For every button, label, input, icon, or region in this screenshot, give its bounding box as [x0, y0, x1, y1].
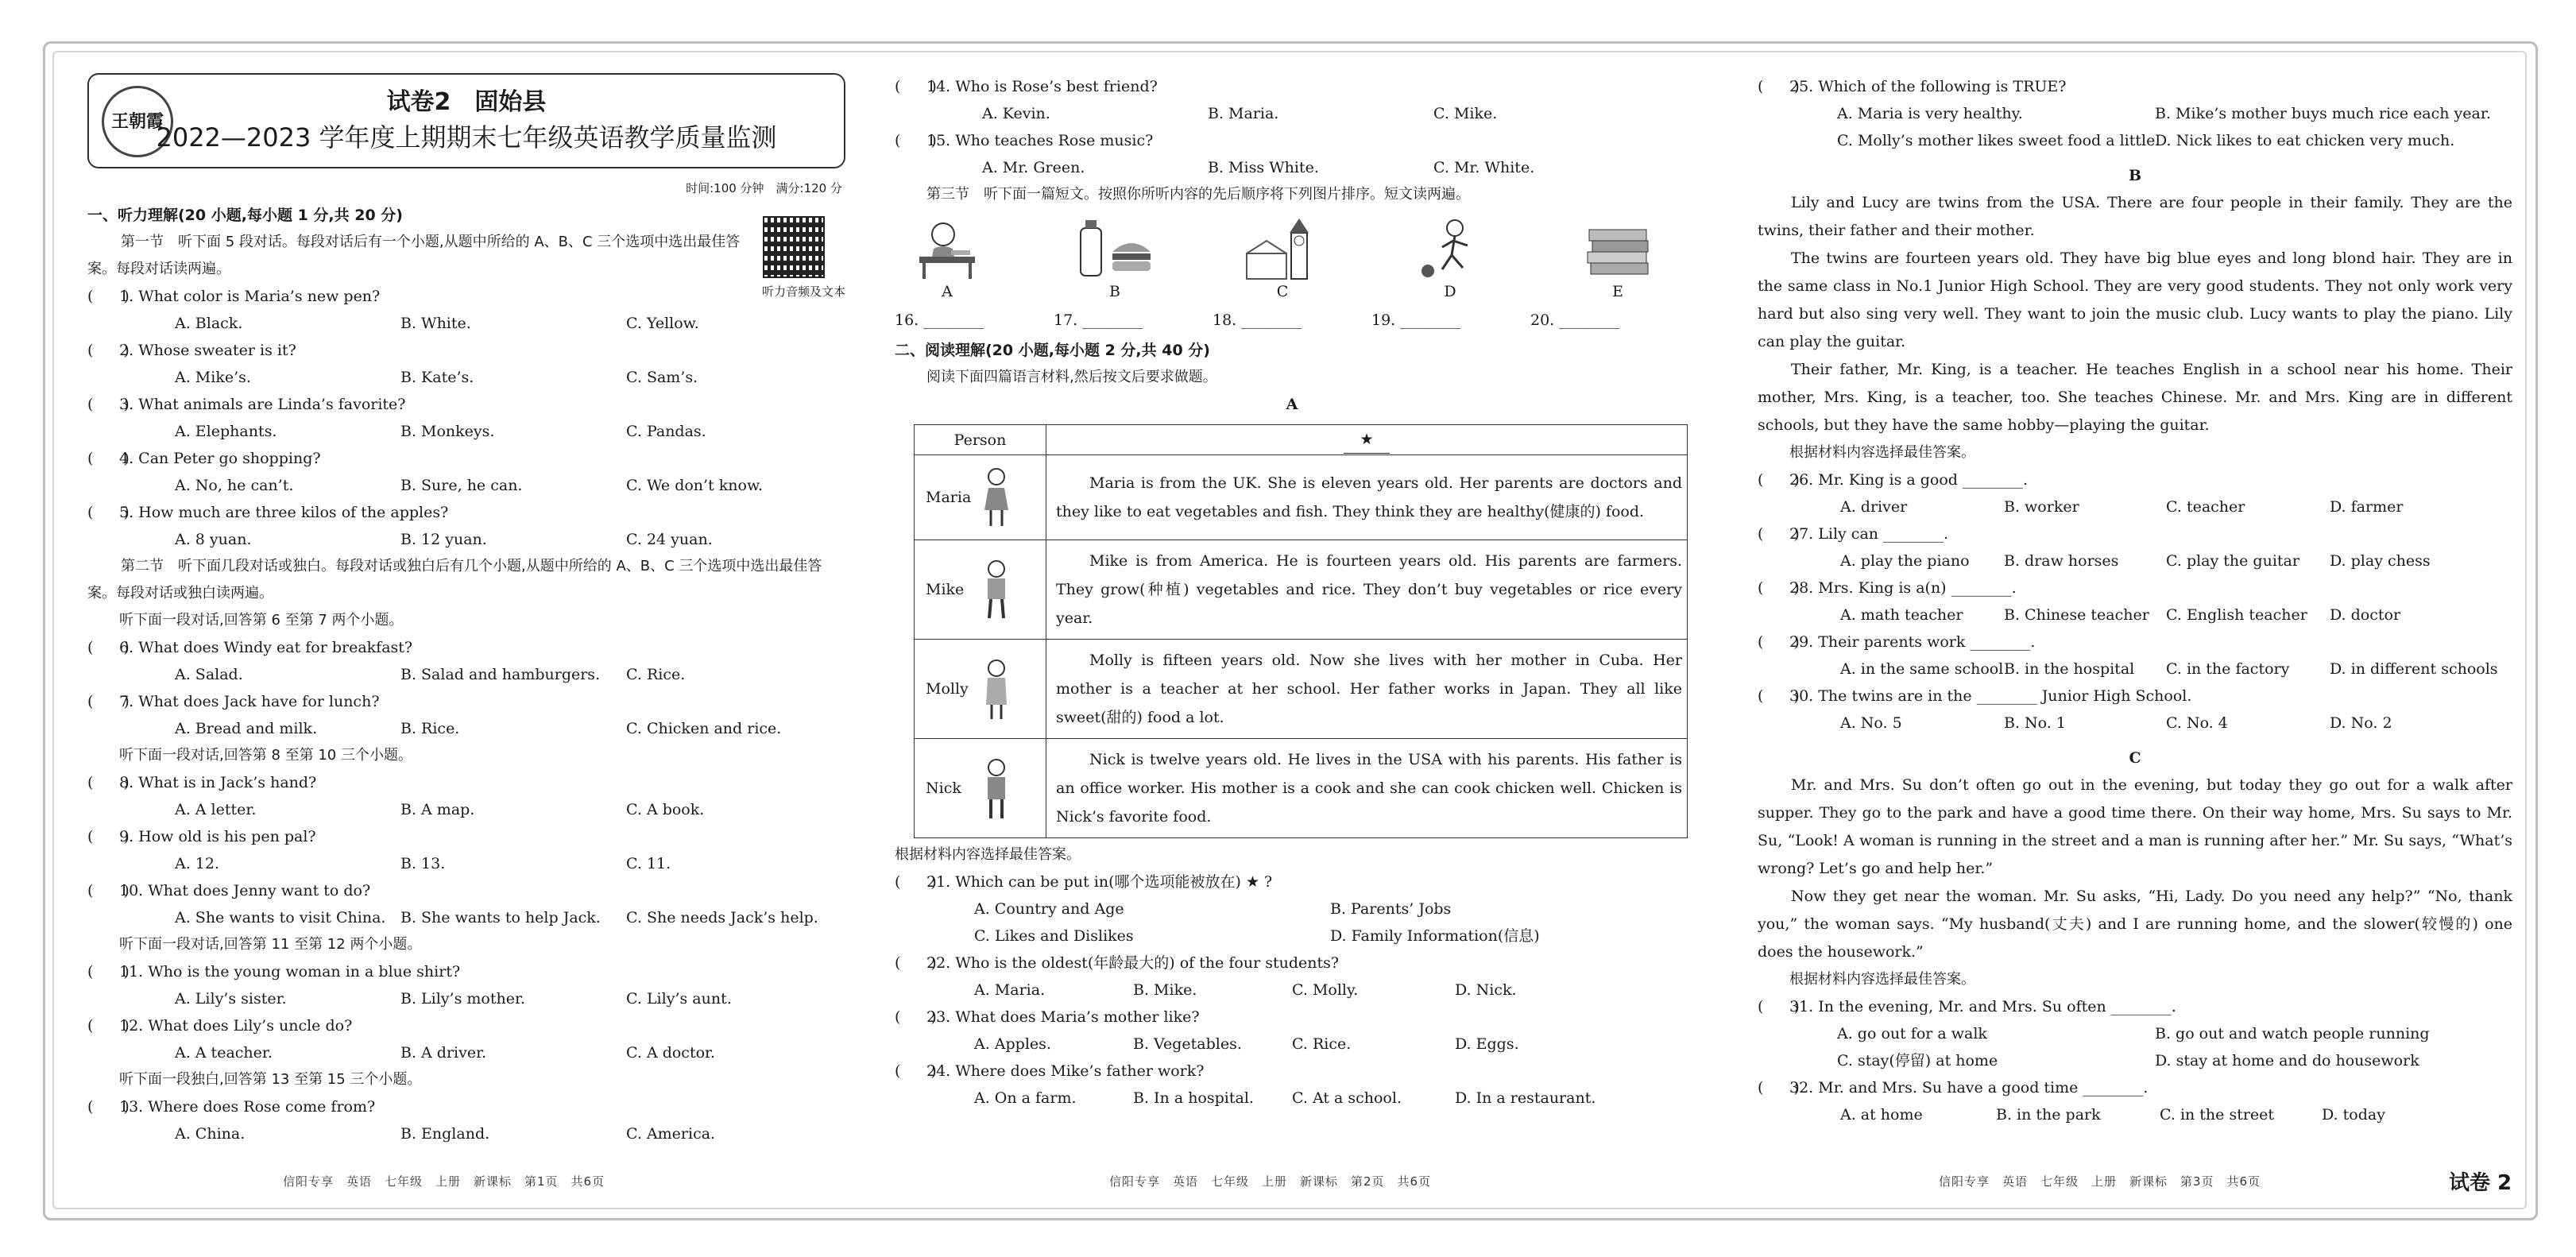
question-item [87, 634, 849, 688]
answer-bracket[interactable]: ( ) [87, 288, 130, 305]
question-item [895, 127, 1689, 181]
blank-19[interactable]: 19. ________ [1371, 311, 1461, 329]
option[interactable]: A. On a farm. [974, 1089, 1077, 1107]
option[interactable]: A. Kevin. [982, 105, 1050, 122]
option[interactable]: C. Mike. [1433, 105, 1498, 122]
blank-16[interactable]: 16. ________ [895, 311, 984, 329]
title-box [87, 73, 845, 168]
question-text: 3. What animals are Linda’s favorite? [119, 396, 406, 413]
option[interactable]: D. No. 2 [2330, 714, 2392, 732]
question-text: 8. What is in Jack’s hand? [119, 774, 317, 791]
answer-bracket[interactable]: ( ) [87, 639, 130, 656]
question-text: 25. Which of the following is TRUE? [1789, 78, 2067, 95]
blank-18[interactable]: 18. ________ [1213, 311, 1302, 329]
option[interactable]: C. A doctor. [626, 1044, 716, 1062]
option[interactable]: D. farmer [2330, 498, 2404, 516]
option[interactable]: A. She wants to visit China. [175, 909, 386, 926]
picture-d: D [1402, 216, 1498, 304]
question-item [895, 73, 1689, 127]
answer-bracket[interactable]: ( ) [87, 828, 130, 845]
question-text: 30. The twins are in the ________ Junior High School. [1789, 687, 2192, 705]
question-item [87, 391, 849, 445]
part2-intro: 第二节 听下面几段对话或独白。每段对话或独白后有几个小题,从题中所给的 A、B、C 三个选项中选出最佳答案。每段对话或独白读两遍。 [87, 558, 822, 601]
question-item [87, 823, 849, 877]
option[interactable]: C. in the factory [2166, 660, 2290, 678]
option[interactable]: D. Family Information(信息) [1330, 927, 1540, 945]
picture-a: A [899, 216, 995, 304]
column-1 [87, 73, 849, 1147]
option[interactable]: B. A driver. [400, 1044, 487, 1062]
passage-b-instr: 根据材料内容选择最佳答案。 [1789, 444, 1975, 461]
option[interactable]: D. doctor [2330, 606, 2401, 624]
answer-bracket[interactable]: ( ) [895, 1008, 937, 1026]
qr-label: 听力音频及文本 [761, 284, 845, 299]
question-text: 28. Mrs. King is a(n) ________. [1789, 579, 2017, 597]
option[interactable]: A. play the piano [1840, 552, 1970, 570]
option[interactable]: B. Vegetables. [1133, 1035, 1242, 1053]
exam-title: 2022—2023 学年度上期期末七年级英语教学质量监测 [156, 122, 777, 153]
table-row: Molly Molly is fifteen years old. Now she lives with her mother in Cuba. Her mother is a teacher at her school. Her father works in Japan. They all like sweet(甜的) food a lot. [915, 640, 1688, 739]
answer-bracket[interactable]: ( ) [87, 1098, 130, 1116]
answer-bracket[interactable]: ( ) [1758, 998, 1800, 1015]
option[interactable]: B. No. 1 [2004, 714, 2066, 732]
option[interactable]: C. We don’t know. [626, 477, 763, 494]
option[interactable]: B. draw horses [2004, 552, 2119, 570]
milk-and-hamburger-icon [1071, 217, 1158, 280]
option[interactable]: C. Lily’s aunt. [626, 990, 732, 1008]
option[interactable]: A. Maria. [974, 981, 1046, 999]
option[interactable]: B. Chinese teacher [2004, 606, 2149, 624]
option[interactable]: C. Sam’s. [626, 369, 698, 386]
group-instruction: 听下面一段独白,回答第 13 至第 15 三个小题。 [119, 1071, 422, 1088]
question-text: 31. In the evening, Mr. and Mrs. Su often ________. [1789, 998, 2176, 1015]
question-item [1758, 683, 2512, 737]
picture-e: E [1570, 216, 1665, 304]
answer-bracket[interactable]: ( ) [87, 882, 130, 899]
option[interactable]: A. at home [1840, 1106, 1923, 1124]
passage-c-label: C [2129, 749, 2141, 767]
option[interactable]: C. Mr. White. [1433, 159, 1535, 176]
option[interactable]: C. Molly. [1292, 981, 1359, 999]
answer-bracket[interactable]: ( ) [895, 954, 937, 972]
qr-code-icon[interactable] [763, 216, 825, 278]
girl-playing-football-icon [1410, 217, 1490, 280]
table-row: Nick Nick is twelve years old. He lives in the USA with his parents. His father is an office worker. His mother is a cook and she can cook chicken well. Chicken is Nick’s favorite food. [915, 739, 1688, 838]
answer-bracket[interactable]: ( ) [895, 78, 937, 95]
question-item [895, 950, 1689, 1004]
brand-seal-logo: 王朝霞 [102, 86, 173, 157]
option[interactable]: A. Black. [175, 315, 243, 332]
question-text: 27. Lily can ________. [1789, 525, 1949, 543]
question-text: 5. How much are three kilos of the apples? [119, 504, 449, 521]
option[interactable]: A. Bread and milk. [175, 720, 318, 737]
option[interactable]: B. A map. [400, 801, 475, 818]
option[interactable]: A. Apples. [974, 1035, 1051, 1053]
answer-bracket[interactable]: ( ) [87, 1017, 130, 1035]
reading-intro: 阅读下面四篇语言材料,然后按文后要求做题。 [926, 369, 1217, 385]
question-item [895, 1004, 1689, 1058]
question-item [87, 769, 849, 823]
time-score-info: 时间:100 分钟 满分:120 分 [686, 181, 842, 195]
option[interactable]: A. math teacher [1840, 606, 1963, 624]
big-ben-icon [1239, 217, 1326, 280]
option[interactable]: A. Mike’s. [175, 369, 251, 386]
passage-a-label: A [1286, 396, 1298, 413]
question-text: 26. Mr. King is a good ________. [1789, 471, 2029, 489]
paper-number: 试卷 2 [2449, 1171, 2512, 1195]
question-text: 11. Who is the young woman in a blue shirt? [119, 963, 461, 980]
option[interactable]: C. Rice. [626, 666, 686, 683]
answer-bracket[interactable]: ( ) [87, 450, 130, 467]
option[interactable]: D. Nick. [1455, 981, 1517, 999]
option[interactable]: C. in the street [2160, 1106, 2275, 1124]
option[interactable]: D. in different schools [2330, 660, 2498, 678]
option[interactable]: B. 12 yuan. [400, 531, 487, 548]
stack-of-books-icon [1578, 217, 1657, 280]
option[interactable]: B. go out and watch people running [2155, 1025, 2430, 1042]
option[interactable]: C. Yellow. [626, 315, 699, 332]
answer-bracket[interactable]: ( ) [1758, 1079, 1800, 1096]
option[interactable]: A. Lily’s sister. [175, 990, 287, 1008]
answer-bracket[interactable]: ( ) [1758, 525, 1800, 543]
passage-c-instr: 根据材料内容选择最佳答案。 [1789, 971, 1975, 988]
option[interactable]: A. A teacher. [175, 1044, 273, 1062]
option[interactable]: B. 13. [400, 855, 446, 872]
question-item [1758, 466, 2512, 520]
passage-a-instr: 根据材料内容选择最佳答案。 [895, 846, 1081, 863]
option[interactable]: A. 12. [175, 855, 220, 872]
question-item [87, 337, 849, 391]
passage-c-para: Now they get near the woman. Mr. Su asks, “Hi, Lady. Do you need any help?” “No, thank you,” the woman says. “My husband(丈夫) and I are running home, and the slower(较慢的) one does the housework.” [1758, 888, 2512, 961]
group-instruction: 听下面一段对话,回答第 11 至第 12 两个小题。 [119, 936, 422, 953]
option[interactable]: C. 24 yuan. [626, 531, 713, 548]
option[interactable]: C. Likes and Dislikes [974, 927, 1134, 945]
option[interactable]: D. In a restaurant. [1455, 1089, 1596, 1107]
option[interactable]: A. No. 5 [1840, 714, 1902, 732]
girl-figure-icon [977, 466, 1016, 529]
group-instruction: 听下面一段对话,回答第 6 至第 7 两个小题。 [119, 612, 404, 628]
answer-bracket[interactable]: ( ) [1758, 78, 1800, 95]
option[interactable]: B. Kate’s. [400, 369, 474, 386]
passage-b-para: The twins are fourteen years old. They have big blue eyes and long blond hair. They are in the same class in No.1 Junior High School. They are very good students. They not only work very hard but also sing very well. They want to join the music club. Lucy wants to play the piano. Lily can play the guitar. [1758, 249, 2512, 350]
passage-c-para: Mr. and Mrs. Su don’t often go out in the evening, but today they go out for a walk after supper. They go to the park and have a good time there. On their way home, Mrs. Su says to Mr. Su, “Look! A woman is running in the street and a man is running after her.” Mr. Su says, “What’s wrong? Let’s go and help her.” [1758, 776, 2512, 877]
passage-a-table [914, 424, 1688, 838]
table-row: Mike Mike is from America. He is fourteen years old. His parents are farmers. They grow(种植) vegetables and rice. They don’t buy vegetables or rice every year. [915, 540, 1688, 640]
option[interactable]: D. Eggs. [1455, 1035, 1519, 1053]
question-item [895, 868, 1689, 950]
answer-bracket[interactable]: ( ) [87, 396, 130, 413]
passage-b-label: B [2128, 167, 2142, 184]
question-text: 4. Can Peter go shopping? [119, 450, 321, 467]
picture-row [899, 216, 1665, 304]
option[interactable]: A. Mr. Green. [982, 159, 1085, 176]
option[interactable]: C. Molly’s mother likes sweet food a little. [1837, 132, 2160, 149]
column-3 [1758, 73, 2512, 1128]
question-text: 29. Their parents work ________. [1789, 633, 2036, 651]
option[interactable]: B. Salad and hamburgers. [400, 666, 601, 683]
boy-figure-icon [977, 558, 1016, 621]
part3-intro: 第三节 听下面一篇短文。按照你所听内容的先后顺序将下列图片排序。短文读两遍。 [926, 186, 1470, 203]
option[interactable]: B. in the hospital [2004, 660, 2135, 678]
question-text: 1. What color is Maria’s new pen? [119, 288, 381, 305]
option[interactable]: C. Chicken and rice. [626, 720, 782, 737]
question-item [1758, 73, 2512, 154]
question-text: 9. How old is his pen pal? [119, 828, 316, 845]
option[interactable]: A. Salad. [175, 666, 243, 683]
column-2 [895, 73, 1689, 1112]
option[interactable]: B. Monkeys. [400, 423, 495, 440]
option[interactable]: A. Maria is very healthy. [1837, 105, 2023, 122]
option[interactable]: A. 8 yuan. [175, 531, 252, 548]
question-text: 6. What does Windy eat for breakfast? [119, 639, 413, 656]
question-item [1758, 1074, 2512, 1128]
boy-figure-icon [977, 756, 1016, 820]
question-item [1758, 574, 2512, 628]
question-item [87, 1012, 849, 1066]
option[interactable]: A. A letter. [175, 801, 257, 818]
boy-at-desk-icon [911, 217, 983, 280]
answer-bracket[interactable]: ( ) [895, 1062, 937, 1080]
answer-bracket[interactable]: ( ) [87, 963, 130, 980]
question-item [1758, 520, 2512, 574]
col-star: ★ [1046, 425, 1688, 455]
answer-blanks [895, 307, 1689, 334]
option[interactable]: B. Parents’ Jobs [1330, 900, 1452, 918]
question-text: 10. What does Jenny want to do? [119, 882, 371, 899]
blank-20[interactable]: 20. ________ [1530, 311, 1620, 329]
passage-b-para: Their father, Mr. King, is a teacher. He teaches English in a school near his home. Their mother, Mrs. King, is a teacher, too. She teaches Chinese. Mr. and Mrs. King are in different schools, but they have the same hobby—playing the guitar. [1758, 361, 2512, 434]
reading-heading: 二、阅读理解(20 小题,每小题 2 分,共 40 分) [895, 342, 1210, 359]
option[interactable]: C. stay(停留) at home [1837, 1052, 1998, 1069]
option[interactable]: C. A book. [626, 801, 705, 818]
option[interactable]: B. Sure, he can. [400, 477, 523, 494]
option[interactable]: A. Elephants. [175, 423, 277, 440]
option[interactable]: A. go out for a walk [1837, 1025, 1987, 1042]
question-text: 23. What does Maria’s mother like? [926, 1008, 1200, 1026]
option[interactable]: B. Rice. [400, 720, 460, 737]
option[interactable]: C. play the guitar [2166, 552, 2299, 570]
option[interactable]: A. No, he can’t. [175, 477, 294, 494]
option[interactable]: A. Country and Age [974, 900, 1124, 918]
question-text: 32. Mr. and Mrs. Su have a good time ________. [1789, 1079, 2149, 1096]
question-item [87, 499, 849, 553]
paper-title: 试卷2 固始县 [386, 88, 547, 116]
option[interactable]: D. play chess [2330, 552, 2431, 570]
option[interactable]: D. today [2322, 1106, 2385, 1124]
question-item [87, 958, 849, 1012]
answer-bracket[interactable]: ( ) [1758, 687, 1800, 705]
question-text: 21. Which can be put in(哪个选项能被放在) ★ ? [926, 873, 1273, 891]
picture-c: C [1235, 216, 1330, 304]
question-item [87, 877, 849, 931]
option[interactable]: B. She wants to help Jack. [400, 909, 601, 926]
answer-bracket[interactable]: ( ) [87, 774, 130, 791]
question-text: 12. What does Lily’s uncle do? [119, 1017, 353, 1035]
answer-bracket[interactable]: ( ) [1758, 633, 1800, 651]
option[interactable]: B. In a hospital. [1133, 1089, 1254, 1107]
question-text: 13. Where does Rose come from? [119, 1098, 376, 1116]
girl-figure-icon [977, 657, 1016, 721]
col-person: Person [915, 425, 1046, 455]
picture-b: B [1067, 216, 1162, 304]
option[interactable]: B. White. [400, 315, 471, 332]
option[interactable]: C. Pandas. [626, 423, 706, 440]
option[interactable]: C. 11. [626, 855, 671, 872]
question-item [87, 283, 849, 337]
question-item [1758, 993, 2512, 1074]
answer-bracket[interactable]: ( ) [87, 504, 130, 521]
option[interactable]: B. Miss White. [1208, 159, 1319, 176]
group-instruction: 听下面一段对话,回答第 8 至第 10 三个小题。 [119, 747, 412, 764]
option[interactable]: C. America. [626, 1125, 716, 1143]
option[interactable]: B. Lily’s mother. [400, 990, 525, 1008]
option[interactable]: C. She needs Jack’s help. [626, 909, 818, 926]
option[interactable]: A. driver [1840, 498, 1908, 516]
listening-heading: 一、听力理解(20 小题,每小题 1 分,共 20 分) [87, 207, 403, 224]
question-item [87, 445, 849, 499]
option[interactable]: B. Maria. [1208, 105, 1279, 122]
option[interactable]: B. England. [400, 1125, 490, 1143]
option[interactable]: D. Nick likes to eat chicken very much. [2155, 132, 2455, 149]
question-item [895, 1058, 1689, 1112]
question-text: 15. Who teaches Rose music? [926, 132, 1154, 149]
table-row: Maria Maria is from the UK. She is eleven years old. Her parents are doctors and they like to eat vegetables and fish. They think they are healthy(健康的) food. [915, 455, 1688, 540]
question-text: 2. Whose sweater is it? [119, 342, 296, 359]
option[interactable]: A. China. [175, 1125, 246, 1143]
answer-bracket[interactable]: ( ) [87, 342, 130, 359]
question-item [87, 688, 849, 742]
option[interactable]: B. in the park [1996, 1106, 2101, 1124]
option[interactable]: C. No. 4 [2166, 714, 2228, 732]
option[interactable]: A. in the same school [1840, 660, 2004, 678]
option[interactable]: C. teacher [2166, 498, 2245, 516]
question-item [87, 1093, 849, 1147]
question-text: 14. Who is Rose’s best friend? [926, 78, 1158, 95]
question-text: 7. What does Jack have for lunch? [119, 693, 380, 710]
footer-page-2: 信阳专享 英语 七年级 上册 新课标 第2页 共6页 [1109, 1174, 1432, 1189]
option[interactable]: B. Mike. [1133, 981, 1197, 999]
answer-bracket[interactable]: ( ) [1758, 579, 1800, 597]
option[interactable]: C. English teacher [2166, 606, 2307, 624]
footer-page-3: 信阳专享 英语 七年级 上册 新课标 第3页 共6页 [1939, 1174, 2261, 1189]
footer-page-1: 信阳专享 英语 七年级 上册 新课标 第1页 共6页 [283, 1174, 605, 1189]
answer-bracket[interactable]: ( ) [87, 693, 130, 710]
part1-intro: 第一节 听下面 5 段对话。每段对话后有一个小题,从题中所给的 A、B、C 三个选项中选出最佳答案。每段对话读两遍。 [87, 234, 741, 277]
question-text: 24. Where does Mike’s father work? [926, 1062, 1205, 1080]
option[interactable]: C. Rice. [1292, 1035, 1352, 1053]
question-text: 22. Who is the oldest(年龄最大的) of the four students? [926, 954, 1340, 972]
option[interactable]: B. Mike’s mother buys much rice each year. [2155, 105, 2491, 122]
answer-bracket[interactable]: ( ) [895, 873, 937, 891]
option[interactable]: D. stay at home and do housework [2155, 1052, 2419, 1069]
passage-b-para: Lily and Lucy are twins from the USA. There are four people in their family. They are the twins, their father and their mother. [1758, 194, 2512, 239]
option[interactable]: B. worker [2004, 498, 2079, 516]
answer-bracket[interactable]: ( ) [1758, 471, 1800, 489]
answer-bracket[interactable]: ( ) [895, 132, 937, 149]
blank-17[interactable]: 17. ________ [1054, 311, 1143, 329]
question-item [1758, 628, 2512, 683]
option[interactable]: C. At a school. [1292, 1089, 1402, 1107]
